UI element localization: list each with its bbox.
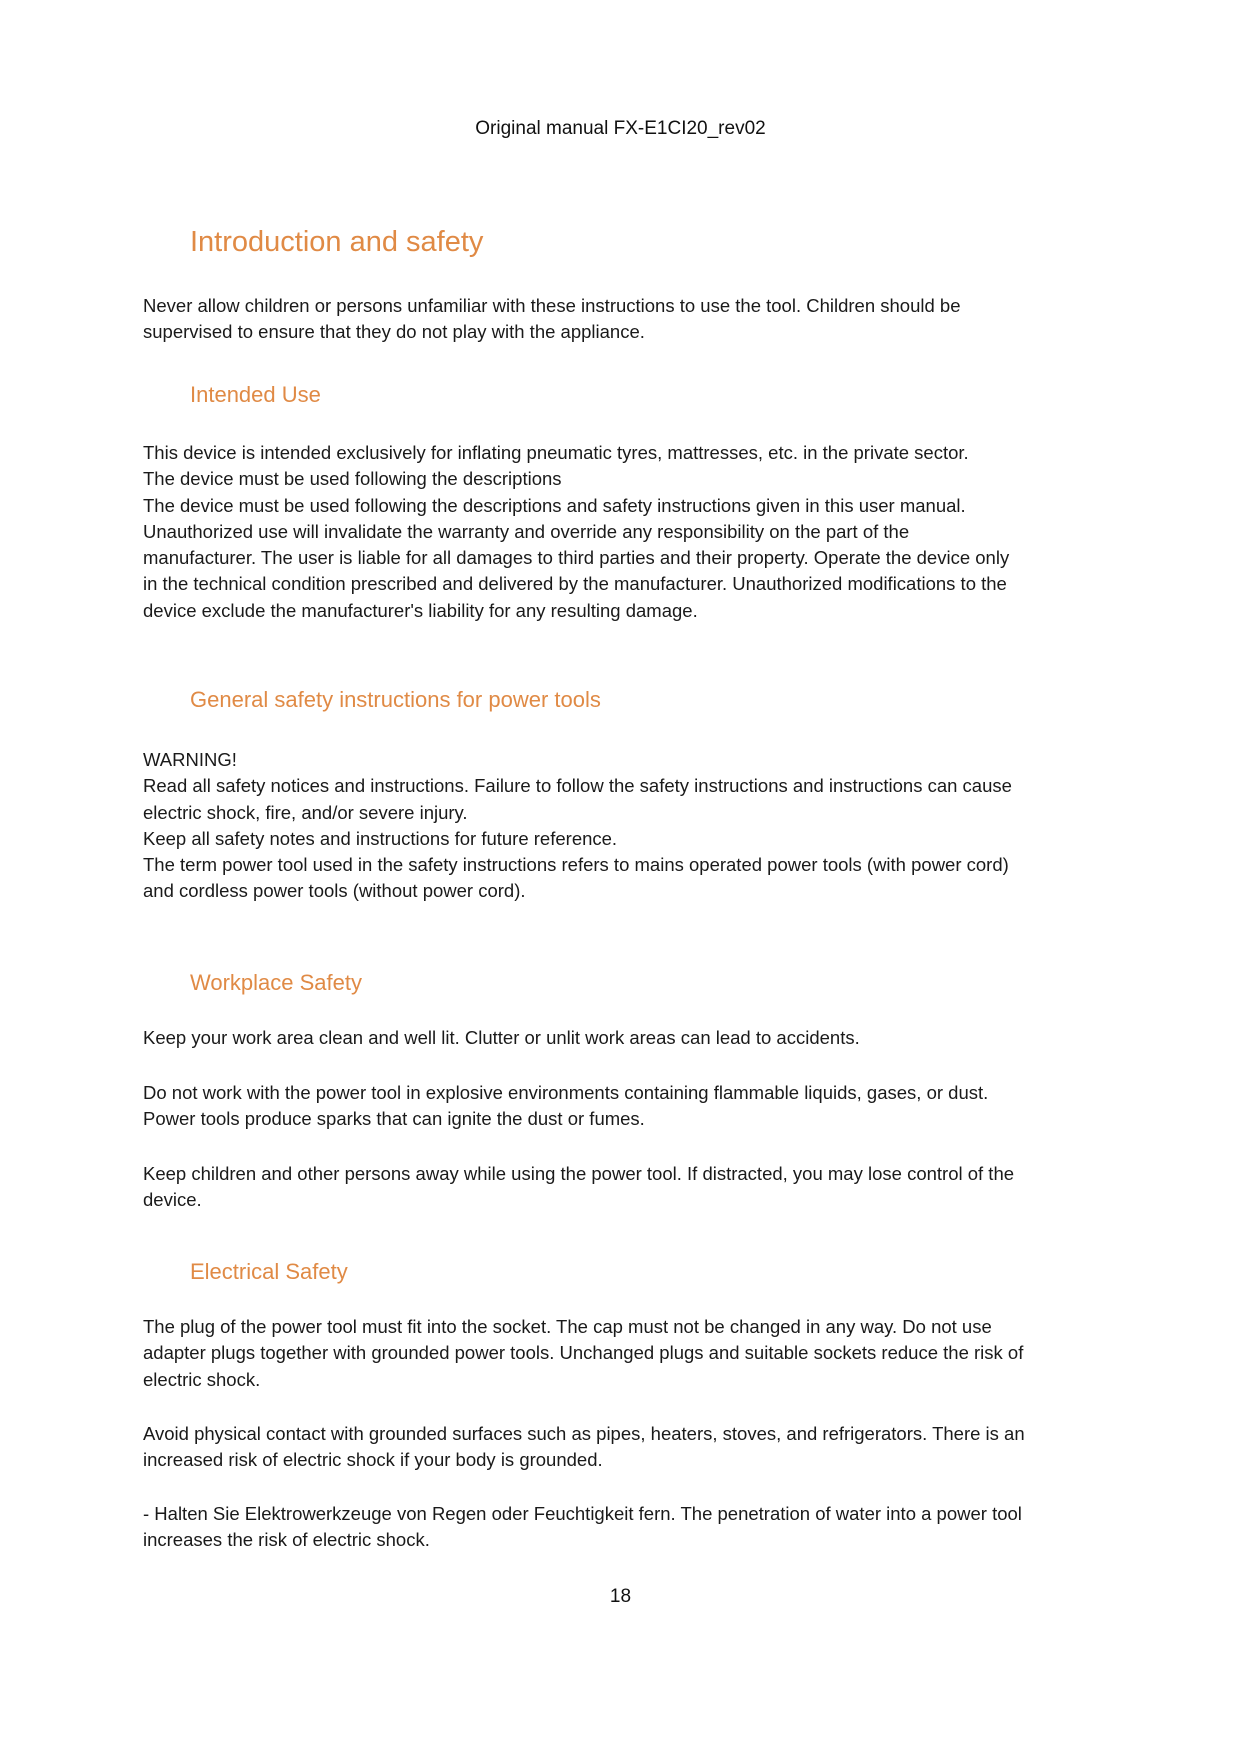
section-heading-introduction: Introduction and safety	[190, 226, 484, 258]
text-line: Read all safety notices and instructions. Failure to follow the safety instructions and instructions can cause	[143, 775, 1012, 797]
section-heading-workplace-safety: Workplace Safety	[190, 970, 363, 995]
text-line: supervised to ensure that they do not play with the appliance.	[143, 321, 645, 343]
text-line: electric shock.	[143, 1368, 261, 1390]
text-line: manufacturer. The user is liable for all damages to third parties and their property. Operate the device only	[143, 547, 1010, 569]
workplace-safety-paragraph-1	[143, 1025, 1103, 1051]
text-line: Do not work with the power tool in explosive environments containing flammable liquids, gases, or dust.	[143, 1082, 989, 1103]
text-line: - Halten Sie Elektrowerkzeuge von Regen oder Feuchtigkeit fern. The penetration of water into a power tool	[143, 1503, 1022, 1524]
electrical-safety-paragraph-3	[143, 1501, 1103, 1554]
section-heading-intended-use: Intended Use	[190, 382, 321, 407]
text-line: electric shock, fire, and/or severe injury.	[143, 801, 468, 823]
section-heading-electrical-safety: Electrical Safety	[190, 1259, 348, 1284]
electrical-safety-paragraph-2	[143, 1421, 1103, 1474]
document-header: Original manual FX-E1CI20_rev02	[475, 118, 766, 139]
text-line: device exclude the manufacturer's liability for any resulting damage.	[143, 599, 698, 621]
text-line: and cordless power tools (without power cord).	[143, 880, 526, 902]
intended-use-paragraph	[143, 440, 1103, 624]
workplace-safety-paragraph-3	[143, 1161, 1103, 1214]
text-line: Never allow children or persons unfamiliar with these instructions to use the tool. Children should be	[143, 295, 961, 316]
text-line: increased risk of electric shock if your body is grounded.	[143, 1449, 603, 1471]
text-line: adapter plugs together with grounded power tools. Unchanged plugs and suitable sockets reduce the risk of	[143, 1342, 1024, 1364]
page-number: 18	[609, 1586, 632, 1607]
electrical-safety-paragraph-1	[143, 1314, 1103, 1393]
text-line: Unauthorized use will invalidate the warranty and override any responsibility on the part of the	[143, 520, 910, 542]
section-heading-general-safety: General safety instructions for power tools	[190, 687, 601, 712]
text-line: Avoid physical contact with grounded surfaces such as pipes, heaters, stoves, and refrigerators. There is an	[143, 1423, 1025, 1444]
text-line: The term power tool used in the safety instructions refers to mains operated power tools (with power cord)	[143, 854, 1009, 876]
text-line: This device is intended exclusively for inflating pneumatic tyres, mattresses, etc. in the private sector.	[143, 442, 969, 463]
text-line: The device must be used following the descriptions and safety instructions given in this user manual.	[143, 494, 966, 516]
introduction-paragraph	[143, 293, 1103, 346]
general-safety-paragraph	[143, 747, 1103, 905]
warning-label: WARNING!	[143, 749, 237, 770]
workplace-safety-paragraph-2	[143, 1080, 1103, 1133]
text-line: The plug of the power tool must fit into the socket. The cap must not be changed in any way. Do not use	[143, 1316, 992, 1337]
text-line: Keep your work area clean and well lit. Clutter or unlit work areas can lead to accidents.	[143, 1027, 860, 1048]
text-line: in the technical condition prescribed and delivered by the manufacturer. Unauthorized modifications to the	[143, 573, 1007, 595]
text-line: Keep all safety notes and instructions for future reference.	[143, 827, 618, 849]
text-line: increases the risk of electric shock.	[143, 1529, 430, 1551]
text-line: The device must be used following the descriptions	[143, 468, 562, 490]
text-line: device.	[143, 1189, 202, 1211]
text-line: Power tools produce sparks that can ignite the dust or fumes.	[143, 1108, 645, 1130]
text-line: Keep children and other persons away while using the power tool. If distracted, you may lose control of the	[143, 1163, 1015, 1184]
